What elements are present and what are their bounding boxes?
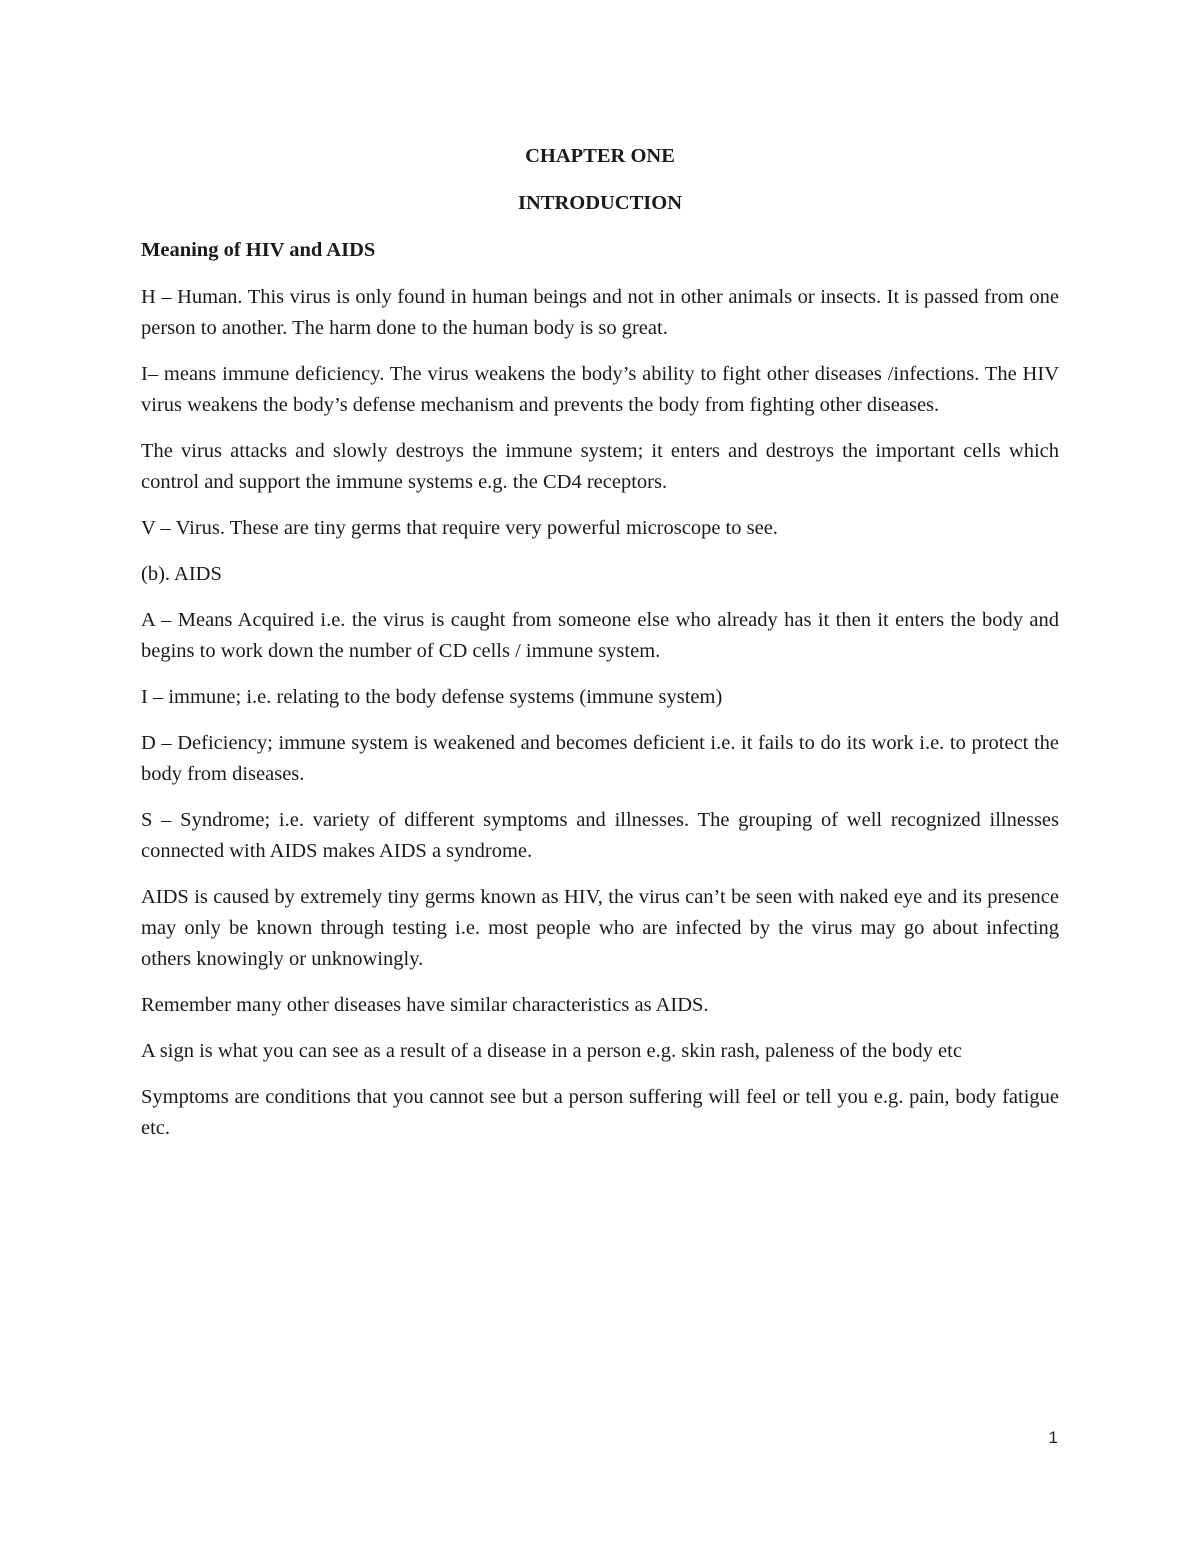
section-title: INTRODUCTION (517, 192, 683, 214)
paragraph-immune: I – immune; i.e. relating to the body defense systems (immune system) (141, 686, 723, 708)
paragraph-syndrome: S – Syndrome; i.e. variety of different symptoms and illnesses. The grouping of well recognized illnesses connected with AIDS makes AIDS a syndrome. (141, 809, 1059, 862)
paragraph-aids-cause: AIDS is caused by extremely tiny germs known as HIV, the virus can’t be seen with naked eye and its presence may only be known through testing i.e. most people who are infected by the virus may go about infecting others knowingly or unknowingly. (141, 886, 1059, 970)
paragraph-symptoms: Symptoms are conditions that you cannot see but a person suffering will feel or tell you e.g. pain, body fatigue etc. (141, 1086, 1059, 1139)
page-number: 1 (1048, 1428, 1058, 1447)
paragraph-sign: A sign is what you can see as a result of a disease in a person e.g. skin rash, paleness of the body etc (141, 1040, 962, 1062)
chapter-title: CHAPTER ONE (525, 145, 675, 167)
paragraph-immune-deficiency: I– means immune deficiency. The virus weakens the body’s ability to fight other diseases /infections. The HIV virus weakens the body’s defense mechanism and prevents the body from fighting other diseases. (141, 363, 1059, 416)
page-content (141, 142, 1059, 1159)
paragraph-deficiency: D – Deficiency; immune system is weakened and becomes deficient i.e. it fails to do its work i.e. to protect the body from diseases. (141, 732, 1059, 785)
paragraph-aids-label: (b). AIDS (141, 563, 222, 585)
subheading: Meaning of HIV and AIDS (141, 239, 376, 261)
paragraph-virus-attacks: The virus attacks and slowly destroys the immune system; it enters and destroys the important cells which control and support the immune systems e.g. the CD4 receptors. (141, 440, 1059, 493)
paragraph-human: H – Human. This virus is only found in human beings and not in other animals or insects. It is passed from one person to another. The harm done to the human body is so great. (141, 286, 1059, 339)
paragraph-remember: Remember many other diseases have similar characteristics as AIDS. (141, 994, 709, 1016)
paragraph-acquired: A – Means Acquired i.e. the virus is caught from someone else who already has it then it enters the body and begins to work down the number of CD cells / immune system. (141, 609, 1059, 662)
paragraph-virus: V – Virus. These are tiny germs that require very powerful microscope to see. (141, 517, 778, 539)
